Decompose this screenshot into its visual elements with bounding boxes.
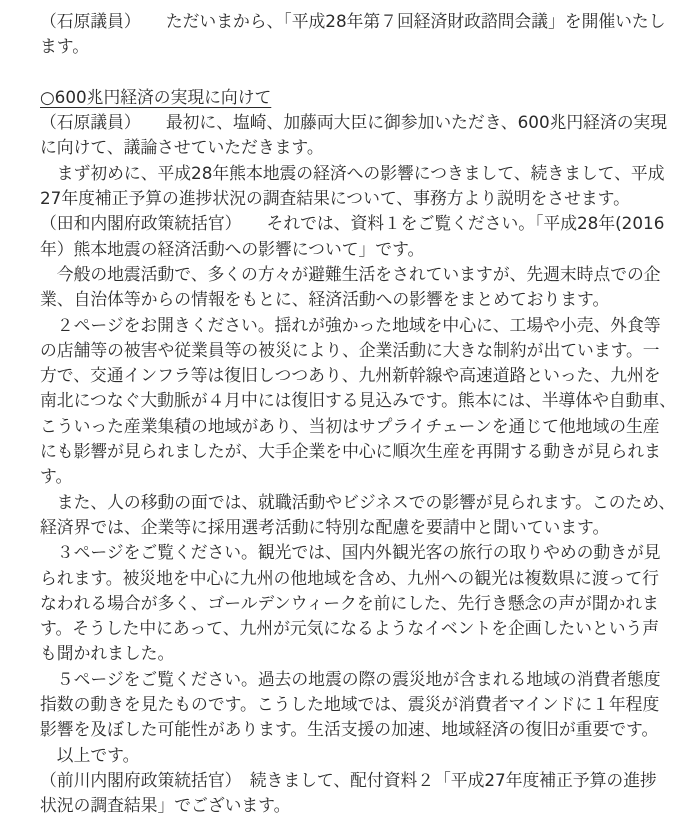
text-line: （前川内閣府政策統括官） 続きまして、配付資料２「平成27年度補正予算の進捗 bbox=[40, 769, 657, 790]
text-line: こういった産業集積の地域があり、当初はサプライチェーンを通じて他地域の生産 bbox=[40, 415, 660, 436]
text-line: ３ページをご覧ください。観光では、国内外観光客の旅行の取りやめの動きが見 bbox=[40, 542, 661, 563]
text-line: にも影響が見られましたが、大手企業を中心に順次生産を再開する動きが見られま bbox=[40, 441, 661, 462]
text-line: なわれる場合が多く、ゴールデンウィークを前にした、先行き懸念の声が聞かれま bbox=[40, 592, 659, 613]
text-line: も聞かれました。 bbox=[40, 643, 175, 664]
text-line: す。そうした中にあって、九州が元気になるようなイベントを企画したいという声 bbox=[40, 618, 660, 639]
blank-line bbox=[40, 60, 666, 85]
section-heading: ○600兆円経済の実現に向けて bbox=[40, 86, 272, 107]
text-line: ５ページをご覧ください。過去の地震の際の震災地が含まれる地域の消費者態度 bbox=[40, 668, 661, 689]
text-line: られます。被災地を中心に九州の他地域を含め、九州への観光は複数県に渡って行 bbox=[40, 567, 659, 588]
text-line: 状況の調査結果」でございます。 bbox=[40, 795, 291, 813]
text-line: 以上です。 bbox=[40, 744, 140, 765]
transcript-body bbox=[40, 9, 677, 813]
text-line: （石原議員） ただいまから、「平成28年第７回経済財政諮問会議」を開催いたし bbox=[40, 11, 666, 31]
text-line: に向けて、議論させていただきます。 bbox=[40, 137, 324, 158]
text-line: 方で、交通インフラ等は復旧しつつあり、九州新幹線や高速道路といった、九州を bbox=[40, 365, 661, 386]
text-line: また、人の移動の面では、就職活動やビジネスでの影響が見られます。このため、 bbox=[40, 491, 676, 512]
text-line: （田和内閣府政策統括官） それでは、資料１をご覧ください。「平成28年(2016 bbox=[40, 213, 665, 234]
text-line: （石原議員） 最初に、塩崎、加藤両大臣に御参加いただき、600兆円経済の実現 bbox=[40, 112, 668, 133]
text-line: 影響を及ぼした可能性があります。生活支援の加速、地域経済の復旧が重要です。 bbox=[40, 719, 659, 740]
text-line: 今般の地震活動で、多くの方々が避難生活をされていますが、先週末時点での企 bbox=[40, 263, 661, 284]
text-line: 指数の動きを見たものです。こうした地域では、震災が消費者マインドに１年程度 bbox=[40, 694, 660, 715]
text-line: の店舗等の被害や従業員等の被災により、企業活動に大きな制約が出ています。一 bbox=[40, 339, 660, 360]
text-line: 経済界では、企業等に採用選考活動に特別な配慮を要請中と聞いています。 bbox=[40, 516, 610, 537]
text-line: 27年度補正予算の進捗状況の調査結果について、事務方より説明をさせます。 bbox=[40, 188, 630, 209]
text-line: 業、自治体等からの情報をもとに、経済活動への影響をまとめております。 bbox=[40, 289, 610, 310]
text-line: まず初めに、平成28年熊本地震の経済への影響につきまして、続きまして、平成 bbox=[40, 162, 665, 183]
text-line: 南北につなぐ大動脈が４月中には復旧する見込みです。熊本には、半導体や自動車、 bbox=[40, 390, 677, 411]
text-line: 年）熊本地震の経済活動への影響について」です。 bbox=[40, 238, 425, 259]
text-line: ます。 bbox=[40, 36, 90, 57]
text-line: ２ページをお開きください。揺れが強かった地域を中心に、工場や小売、外食等 bbox=[40, 314, 661, 335]
text-line: す。 bbox=[40, 466, 73, 487]
